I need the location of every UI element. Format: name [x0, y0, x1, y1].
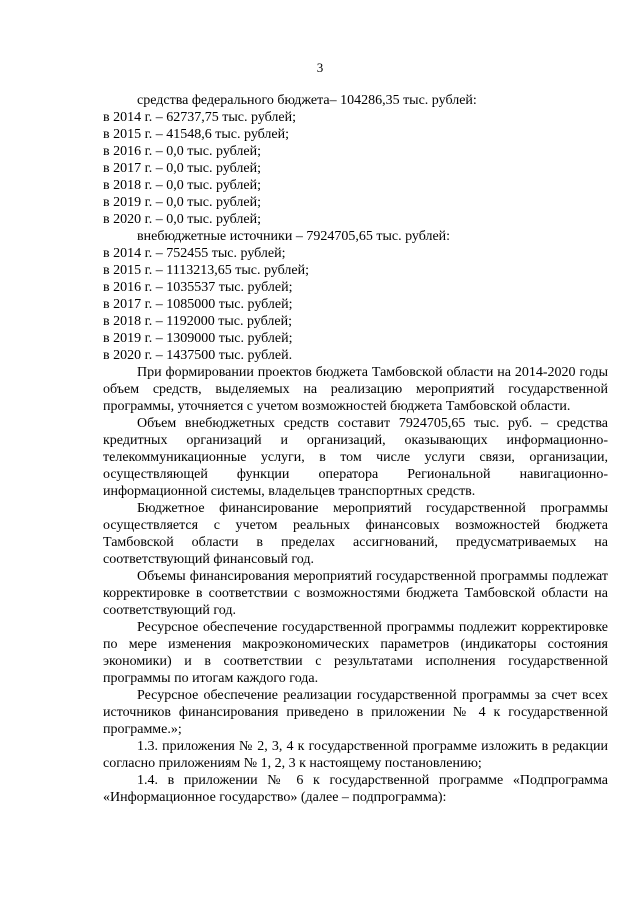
paragraph-resource-adjustment: Ресурсное обеспечение государственной программы подлежит корректировке по мере изменения макроэкономических параметров (индикаторы состояния экономики) и в соответствии с результатами исполнения государственной программы по итогам каждого года.: [103, 620, 608, 686]
federal-year-2014: в 2014 г. – 62737,75 тыс. рублей;: [103, 110, 296, 125]
paragraph-financing-adjustment: Объемы финансирования мероприятий государственной программы подлежат корректировке в соответствии с возможностями бюджета Тамбовской области на соответствующий год.: [103, 569, 608, 618]
federal-year-2018: в 2018 г. – 0,0 тыс. рублей;: [103, 178, 261, 193]
paragraph-budget-formation: При формировании проектов бюджета Тамбовской области на 2014-2020 годы объем средств, выделяемых на реализацию мероприятий государственной программы, уточняется с учетом возможностей бюджета Тамбовской области.: [103, 365, 608, 414]
extrabudget-year-2017: в 2017 г. – 1085000 тыс. рублей;: [103, 297, 293, 312]
federal-year-2016: в 2016 г. – 0,0 тыс. рублей;: [103, 144, 261, 159]
federal-year-2017: в 2017 г. – 0,0 тыс. рублей;: [103, 161, 261, 176]
extrabudget-year-2020: в 2020 г. – 1437500 тыс. рублей.: [103, 348, 293, 363]
paragraph-budget-financing: Бюджетное финансирование мероприятий государственной программы осуществляется с учетом реальных финансовых возможностей бюджета Тамбовской области в пределах ассигнований, предусматриваемых на соответствующий финансовый год.: [103, 501, 608, 567]
federal-year-2019: в 2019 г. – 0,0 тыс. рублей;: [103, 195, 261, 210]
paragraph-item-1-4: 1.4. в приложении № 6 к государственной программе «Подпрограмма «Информационное государство» (далее – подпрограмма):: [103, 773, 608, 805]
federal-year-2015: в 2015 г. – 41548,6 тыс. рублей;: [103, 127, 289, 142]
extrabudget-year-2014: в 2014 г. – 752455 тыс. рублей;: [103, 246, 286, 261]
paragraph-resource-appendix: Ресурсное обеспечение реализации государственной программы за счет всех источников финансирования приведено в приложении № 4 к государственной программе.»;: [103, 688, 608, 737]
document-body: [103, 92, 608, 806]
extrabudget-year-2019: в 2019 г. – 1309000 тыс. рублей;: [103, 331, 293, 346]
paragraph-item-1-3: 1.3. приложения № 2, 3, 4 к государственной программе изложить в редакции согласно приложениям № 1, 2, 3 к настоящему постановлению;: [103, 739, 608, 771]
federal-budget-heading: средства федерального бюджета– 104286,35 тыс. рублей:: [137, 93, 477, 108]
paragraph-extrabudget-volume: Объем внебюджетных средств составит 7924705,65 тыс. руб. – средства кредитных организаций и организаций, оказывающих информационно-телекоммуникационные услуги, в том числе услуги связи, организации, осуществляющей функции оператора Региональной навигационно-информационной системы, владельцев транспортных средств.: [103, 416, 608, 499]
page-number: 3: [316, 60, 324, 75]
federal-year-2020: в 2020 г. – 0,0 тыс. рублей;: [103, 212, 261, 227]
extrabudget-year-2015: в 2015 г. – 1113213,65 тыс. рублей;: [103, 263, 309, 278]
extrabudget-heading: внебюджетные источники – 7924705,65 тыс. рублей:: [137, 229, 451, 244]
extrabudget-year-2018: в 2018 г. – 1192000 тыс. рублей;: [103, 314, 292, 329]
extrabudget-year-2016: в 2016 г. – 1035537 тыс. рублей;: [103, 280, 293, 295]
